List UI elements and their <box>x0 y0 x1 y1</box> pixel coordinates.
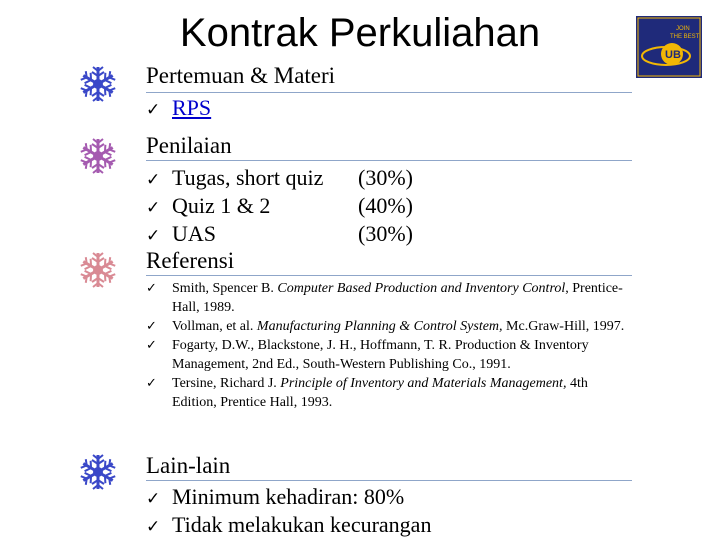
ref-text: Smith, Spencer B. <box>172 281 278 296</box>
divider <box>146 92 632 93</box>
list-item <box>146 164 413 194</box>
divider <box>146 480 632 481</box>
ref-title: Principle of Inventory and Materials Management, <box>280 376 567 391</box>
list-item <box>146 220 413 250</box>
ref-text: Fogarty, D.W., Blackstone, J. H., Hoffmann, T. R. Production & Inventory Management, 2nd Ed., South-Western Publishing Co., 1991. <box>172 338 589 372</box>
list-item <box>146 483 404 513</box>
divider <box>146 275 632 276</box>
ref-title: Computer Based Production and Inventory Control <box>277 281 566 296</box>
check-icon: ✓ <box>146 281 157 296</box>
item-text: Tugas, short quiz <box>172 165 324 190</box>
list-item <box>146 192 413 222</box>
check-icon: ✓ <box>146 100 161 120</box>
list-item[interactable] <box>146 94 211 124</box>
item-text: UAS <box>172 221 217 246</box>
ref-text: 4th Edition, Prentice Hall, 1993. <box>172 376 588 410</box>
section-heading: Lain-lain <box>146 453 231 478</box>
svg-text:JOIN: JOIN <box>676 26 690 32</box>
reference-item <box>146 279 636 317</box>
check-icon: ✓ <box>146 226 161 246</box>
check-icon: ✓ <box>146 319 157 334</box>
check-icon: ✓ <box>146 170 161 190</box>
ref-text: , Prentice-Hall, 1989. <box>172 281 623 315</box>
item-percent: (30%) <box>358 221 413 246</box>
svg-text:UB: UB <box>665 49 681 61</box>
ub-logo <box>636 16 702 78</box>
ref-title: Manufacturing Planning & Control System, <box>256 319 503 334</box>
item-text: Quiz 1 & 2 <box>172 193 271 218</box>
check-icon: ✓ <box>146 517 161 537</box>
ref-text: Vollman, et al. <box>172 319 257 334</box>
reference-list <box>146 279 636 412</box>
check-icon: ✓ <box>146 338 157 353</box>
section-heading: Penilaian <box>146 133 232 158</box>
ref-text: Tersine, Richard J. <box>172 376 281 391</box>
snowflake-icon <box>78 452 118 492</box>
reference-item <box>146 374 636 412</box>
snowflake-icon <box>78 64 118 104</box>
item-percent: (40%) <box>358 193 413 218</box>
item-text: Tidak melakukan kecurangan <box>172 512 432 537</box>
section-heading: Referensi <box>146 248 235 273</box>
slide-title: Kontrak Perkuliahan <box>179 11 541 55</box>
list-item <box>146 511 431 541</box>
item-percent: (30%) <box>358 165 413 190</box>
snowflake-icon <box>78 136 118 176</box>
snowflake-icon <box>78 250 118 290</box>
reference-item <box>146 336 636 374</box>
section-heading: Pertemuan & Materi <box>146 63 336 88</box>
ref-text: Mc.Graw-Hill, 1997. <box>502 319 625 334</box>
rps-link[interactable]: RPS <box>172 95 212 120</box>
check-icon: ✓ <box>146 489 161 509</box>
check-icon: ✓ <box>146 198 161 218</box>
reference-item <box>146 317 636 336</box>
divider <box>146 160 632 161</box>
check-icon: ✓ <box>146 376 157 391</box>
item-text: Minimum kehadiran: 80% <box>172 484 405 509</box>
svg-text:THE BEST: THE BEST <box>670 34 700 40</box>
